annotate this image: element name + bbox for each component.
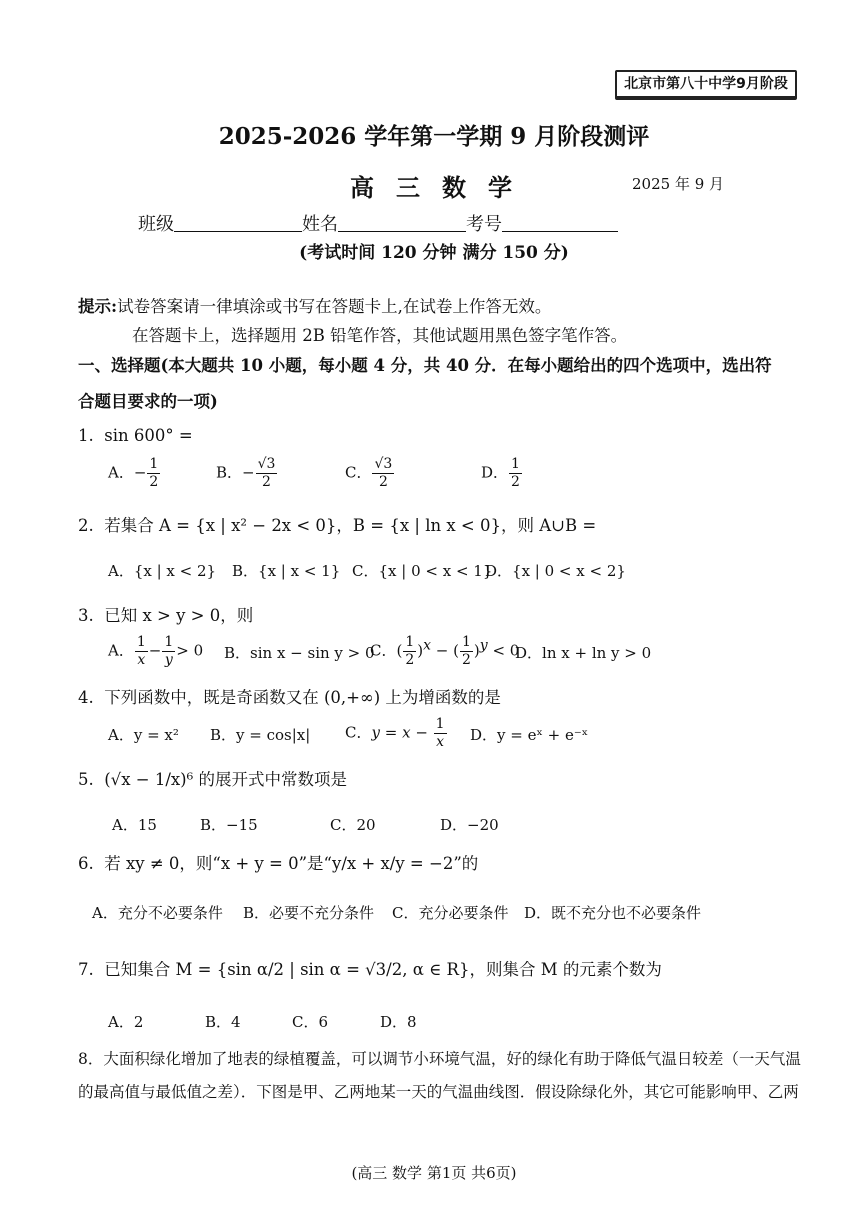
q7-option-d[interactable]: D．8 <box>380 1013 417 1031</box>
q2-option-b[interactable]: B．{x | x < 1} <box>232 562 341 580</box>
section-heading-line-1: 一、选择题(本大题共 10 小题，每小题 4 分，共 40 分．在每小题给出的四个选项中，选出符 <box>78 356 772 375</box>
q3-option-b[interactable]: B．sin x − sin y > 0 <box>224 644 375 662</box>
question-number: 6. <box>78 854 94 873</box>
number-label: 考号 <box>466 214 502 235</box>
q7-option-b[interactable]: B．4 <box>205 1013 241 1031</box>
tips-label: 提示: <box>78 297 118 316</box>
q5-option-a[interactable]: A．15 <box>112 816 157 834</box>
q6-option-b[interactable]: B．必要不充分条件 <box>243 904 375 922</box>
question-text: 若集合 A = {x | x² − 2x < 0}，B = {x | ln x < 0}，则 A∪B = <box>104 516 597 535</box>
question-7-stem <box>78 956 662 980</box>
q3-option-c[interactable]: C．( $\frac{1}{2}$ )$^x$ − ( $\frac{1}{2}$ )$^y$ < 0 <box>370 634 520 668</box>
question-number: 7. <box>78 960 94 979</box>
q2-option-c[interactable]: C．{x | 0 < x < 1} <box>352 562 493 580</box>
question-1-stem <box>78 426 193 445</box>
q1-option-d[interactable]: D． $\frac{1}{2}$ <box>481 456 520 490</box>
time-note: (考试时间 120 分钟 满分 150 分) <box>299 243 569 263</box>
school-stamp: 北京市第八十中学9月阶段 <box>615 70 797 100</box>
question-number: 2. <box>78 516 94 535</box>
question-3-stem <box>78 602 253 626</box>
q1-option-c[interactable]: C． $\frac{√3}{2}$ <box>345 456 393 490</box>
exam-date: 2025 年 9 月 <box>632 175 725 193</box>
class-blank[interactable] <box>174 213 302 232</box>
question-number: 1. <box>78 426 94 445</box>
question-number: 5. <box>78 770 94 789</box>
name-blank[interactable] <box>338 213 466 232</box>
page-footer: (高三 数学 第1页 共6页) <box>351 1164 517 1182</box>
q6-option-c[interactable]: C．充分必要条件 <box>392 904 509 922</box>
name-label: 姓名 <box>302 214 338 235</box>
question-4-stem <box>78 684 501 708</box>
q2-option-a[interactable]: A．{x | x < 2} <box>108 562 217 580</box>
question-text: sin 600° = <box>104 426 193 445</box>
q2-option-d[interactable]: D．{x | 0 < x < 2} <box>485 562 626 580</box>
q6-option-d[interactable]: D．既不充分也不必要条件 <box>524 904 702 922</box>
q4-option-d[interactable]: D．y = eˣ + e⁻ˣ <box>470 726 589 744</box>
class-label: 班级 <box>138 214 174 235</box>
question-number: 4. <box>78 688 94 707</box>
q6-option-a[interactable]: A．充分不必要条件 <box>92 904 223 922</box>
exam-title: 2025-2026 学年第一学期 9 月阶段测评 <box>218 123 650 150</box>
section-heading-line-2: 合题目要求的一项) <box>78 392 218 411</box>
q7-option-c[interactable]: C．6 <box>292 1013 329 1031</box>
question-text: 下列函数中，既是奇函数又在 (0,+∞) 上为增函数的是 <box>104 688 501 707</box>
question-2-stem <box>78 512 596 536</box>
q4-option-b[interactable]: B．y = cos|x| <box>210 726 311 744</box>
question-text: (√x − 1/x)⁶ 的展开式中常数项是 <box>104 770 347 789</box>
q7-option-a[interactable]: A．2 <box>108 1013 144 1031</box>
tips-text-1: 试卷答案请一律填涂或书写在答题卡上,在试卷上作答无效。 <box>117 297 552 316</box>
subject-title: 高三数学 <box>350 173 534 202</box>
q3-option-d[interactable]: D．ln x + ln y > 0 <box>515 644 652 662</box>
q1-option-b[interactable]: B．− $\frac{√3}{2}$ <box>216 456 276 490</box>
q5-option-d[interactable]: D．−20 <box>440 816 499 834</box>
question-text: 已知集合 M = {sin α/2 | sin α = √3/2, α ∈ R}，则集合 M 的元素个数为 <box>104 960 662 979</box>
student-info-fields <box>138 210 618 236</box>
number-blank[interactable] <box>502 213 618 232</box>
question-text: 若 xy ≠ 0，则“x + y = 0”是“y/x + x/y = −2”的 <box>104 854 479 873</box>
q1-option-a[interactable]: A．− $\frac{1}{2}$ <box>108 456 159 490</box>
q4-option-a[interactable]: A．y = x² <box>108 726 179 744</box>
question-8-line-2: 的最高值与最低值之差）．下图是甲、乙两地某一天的气温曲线图．假设除绿化外，其它可能影响甲、乙两 <box>78 1083 799 1101</box>
tips-line-2: 在答题卡上，选择题用 2B 铅笔作答，其他试题用黑色签字笔作答。 <box>132 326 628 345</box>
q3-option-a[interactable]: A． $\frac{1}{x}$ − $\frac{1}{y}$ > 0 <box>108 634 204 668</box>
q5-option-c[interactable]: C．20 <box>330 816 376 834</box>
question-8-line-1: 8．大面积绿化增加了地表的绿植覆盖，可以调节小环境气温，好的绿化有助于降低气温日较差（一天气温 <box>78 1050 801 1068</box>
tips-line-1 <box>78 293 551 317</box>
q4-option-c[interactable]: C．y = x − $\frac{1}{x}$ <box>345 716 445 750</box>
question-text: 已知 x > y > 0，则 <box>104 606 254 625</box>
question-number: 3. <box>78 606 94 625</box>
question-5-stem <box>78 766 347 790</box>
q5-option-b[interactable]: B．−15 <box>200 816 258 834</box>
question-6-stem <box>78 850 478 874</box>
